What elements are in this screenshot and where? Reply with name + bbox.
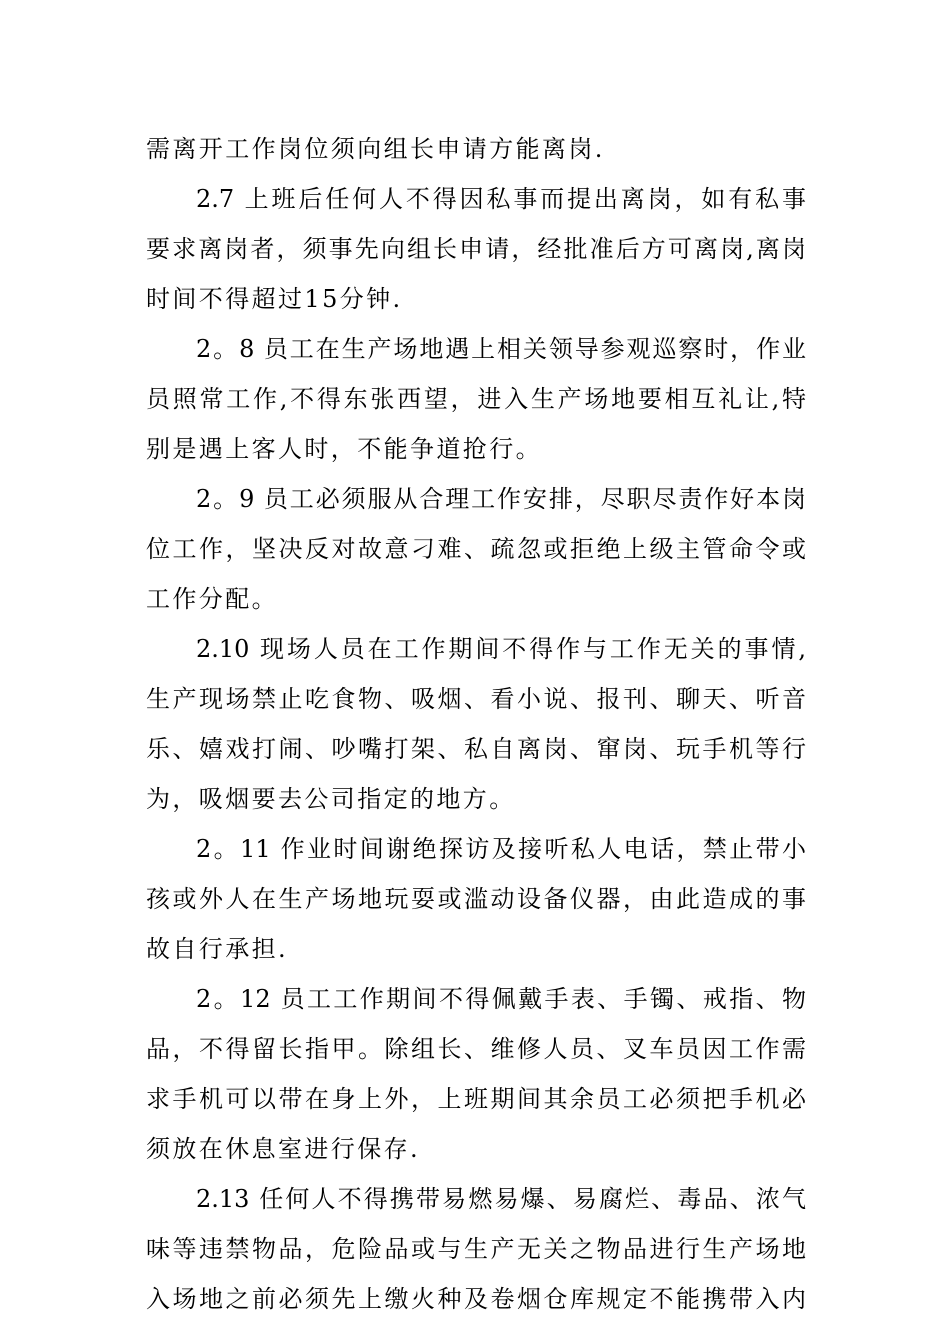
text-line: 2.10 现场人员在工作期间不得作与工作无关的事情, (196, 635, 806, 663)
paragraph-2-12 (146, 974, 806, 1174)
paragraph-2-10 (146, 624, 806, 824)
text-line: 要求离岗者，须事先向组长申请，经批准后方可离岗,离岗 (146, 235, 806, 263)
text-line: 求手机可以带在身上外，上班期间其余员工必须把手机必 (146, 1085, 806, 1113)
text-line: 生产现场禁止吃食物、吸烟、看小说、报刊、聊天、听音 (146, 685, 806, 713)
text-line: 味等违禁物品，危险品或与生产无关之物品进行生产场地 (146, 1235, 806, 1263)
text-line: 孩或外人在生产场地玩耍或滥动设备仪器，由此造成的事 (146, 885, 806, 913)
text-line: 员照常工作,不得东张西望，进入生产场地要相互礼让,特 (146, 385, 806, 413)
text-line: 工作分配。 (146, 585, 278, 613)
paragraph-2-9 (146, 474, 806, 624)
paragraph-2-13 (146, 1174, 806, 1324)
text-line: 品，不得留长指甲。除组长、维修人员、叉车员因工作需 (146, 1035, 806, 1063)
text-line: 乐、嬉戏打闹、吵嘴打架、私自离岗、窜岗、玩手机等行 (146, 735, 806, 763)
text-line: 时间不得超过15分钟. (146, 285, 403, 313)
text-line: 2.7 上班后任何人不得因私事而提出离岗，如有私事 (196, 185, 806, 213)
paragraph-2-11 (146, 824, 806, 974)
text-line: 为，吸烟要去公司指定的地方。 (146, 785, 516, 813)
paragraph-continuation (146, 124, 806, 174)
text-line: 2。9 员工必须服从合理工作安排，尽职尽责作好本岗 (196, 485, 806, 513)
text-line: 2。12 员工工作期间不得佩戴手表、手镯、戒指、物 (196, 985, 806, 1013)
text-line: 2。8 员工在生产场地遇上相关领导参观巡察时，作业 (196, 335, 806, 363)
paragraph-2-7 (146, 174, 806, 324)
paragraph-2-8 (146, 324, 806, 474)
document-body (146, 124, 806, 1324)
text-line: 入场地之前必须先上缴火种及卷烟仓库规定不能携带入内 (146, 1285, 806, 1313)
text-line: 2.13 任何人不得携带易燃易爆、易腐烂、毒品、浓气 (196, 1185, 806, 1213)
text-line: 故自行承担. (146, 935, 289, 963)
text-line: 位工作，坚决反对故意刁难、疏忽或拒绝上级主管命令或 (146, 535, 806, 563)
text-line: 别是遇上客人时，不能争道抢行。 (146, 435, 542, 463)
text-line: 需离开工作岗位须向组长申请方能离岗. (146, 135, 605, 163)
text-line: 2。11 作业时间谢绝探访及接听私人电话，禁止带小 (196, 835, 806, 863)
text-line: 须放在休息室进行保存. (146, 1135, 421, 1163)
